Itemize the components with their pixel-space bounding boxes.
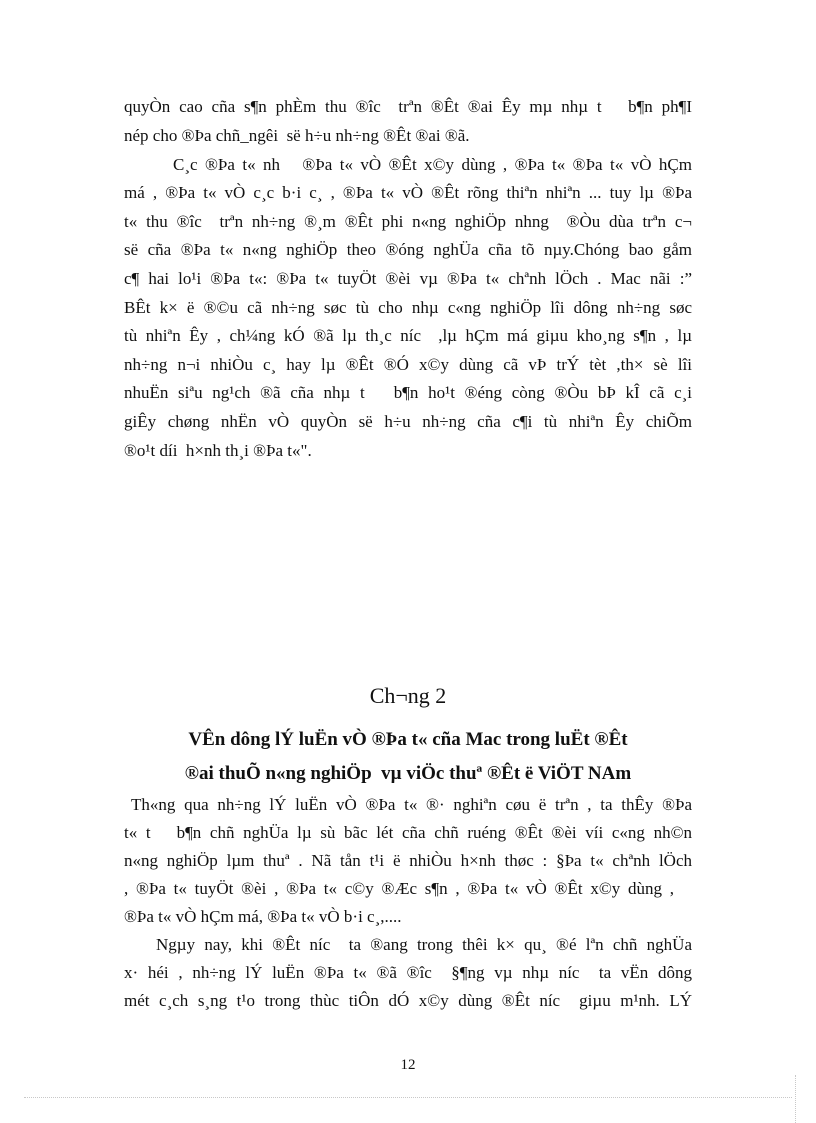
body-line: nép cho ®Þa chñ_ngêi së h÷u nh÷ng ®Êt ®ai ®ã. <box>124 126 470 145</box>
body-line: BÊt k× ë ®©u cã nh÷ng søc tù cho nhµ c«ng nghiÖp lîi dông nh÷ng søc <box>124 298 692 317</box>
page-edge-divider <box>24 1097 792 1098</box>
body-line: së cña ®Þa t« n«ng nghiÖp theo ®óng nghÜa cña tõ nµy.Chóng bao gåm <box>124 240 692 259</box>
chapter-label: Ch¬ng 2 <box>369 683 447 708</box>
body-line: n«ng nghiÖp lµm thuª . Nã tån t¹i ë nhiÒu h×nh thøc : §Þa t« chªnh lÖch <box>124 851 692 870</box>
body-line: Th«ng qua nh÷ng lÝ luËn vÒ ®Þa t« ®· nghiªn cøu ë trªn , ta thÊy ®Þa <box>131 795 692 814</box>
body-line: x· héi , nh÷ng lÝ luËn ®Þa t« ®ã ®îc §¶ng vµ nhµ níc ta vËn dông <box>124 963 692 982</box>
body-line: giÊy chøng nhËn vÒ quyÒn së h÷u nh÷ng cña c¶i tù nhiªn Êy chiÕm <box>124 412 692 431</box>
chapter-title-line-1: VÊn dông lÝ luËn vÒ ®Þa t« cña Mac trong luËt ®Êt <box>188 729 628 750</box>
body-line: C¸c ®Þa t« nh ®Þa t« vÒ ®Êt x©y dùng , ®Þa t« ®Þa t« vÒ hÇm <box>173 155 692 174</box>
page-edge-divider-vertical <box>795 1075 796 1123</box>
body-line: ®Þa t« vÒ hÇm má, ®Þa t« vÒ b·i c¸,.... <box>124 907 402 926</box>
body-line: Ngµy nay, khi ®Êt níc ta ®ang trong thêi k× qu¸ ®é lªn chñ nghÜa <box>156 935 692 954</box>
body-line: nhuËn siªu ng¹ch ®ã cña nhµ t b¶n ho¹t ®éng còng ®Òu bÞ kÎ cã c¸i <box>124 383 692 402</box>
body-line: , ®Þa t« tuyÖt ®èi , ®Þa t« c©y ®Æc s¶n , ®Þa t« vÒ ®Êt x©y dùng , <box>124 879 674 898</box>
body-line: má , ®Þa t« vÒ c¸c b·i c¸ , ®Þa t« vÒ ®Êt rõng thiªn nhiªn ... tuy lµ ®Þa <box>124 183 692 202</box>
chapter-title-line-2: ®ai thuÕ n«ng nghiÖp vµ viÖc thuª ®Êt ë ViÖT NAm <box>184 763 632 784</box>
body-line: c¶ hai lo¹i ®Þa t«: ®Þa t« tuyÖt ®èi vµ ®Þa t« chªnh lÖch . Mac nãi :” <box>124 269 692 288</box>
body-line: quyÒn cao cña s¶n phÈm thu ®îc trªn ®Êt ®ai Êy mµ nhµ t b¶n ph¶I <box>124 97 692 116</box>
body-line: nh÷ng n¬i nhiÒu c¸ hay lµ ®Êt ®Ó x©y dùng cã vÞ trÝ tèt ,th× sè lîi <box>124 355 692 374</box>
body-line: t« t b¶n chñ nghÜa lµ sù bãc lét cña chñ ruéng ®Êt ®èi víi c«ng nh©n <box>124 823 692 842</box>
body-line: tù nhiªn Êy , ch¼ng kÓ ®ã lµ th¸c níc ,lµ hÇm má giµu kho¸ng s¶n , lµ <box>124 326 692 345</box>
page-number: 12 <box>400 1057 416 1073</box>
body-line: t« thu ®îc trªn nh÷ng ®¸m ®Êt phi n«ng nghiÖp nhng ®Òu dùa trªn c¬ <box>124 212 692 231</box>
body-line: mét c¸ch s¸ng t¹o trong thùc tiÔn dÓ x©y dùng ®Êt níc giµu m¹nh. LÝ <box>124 991 692 1010</box>
body-line: ®o¹t díi h×nh th¸i ®Þa t«". <box>124 441 312 460</box>
